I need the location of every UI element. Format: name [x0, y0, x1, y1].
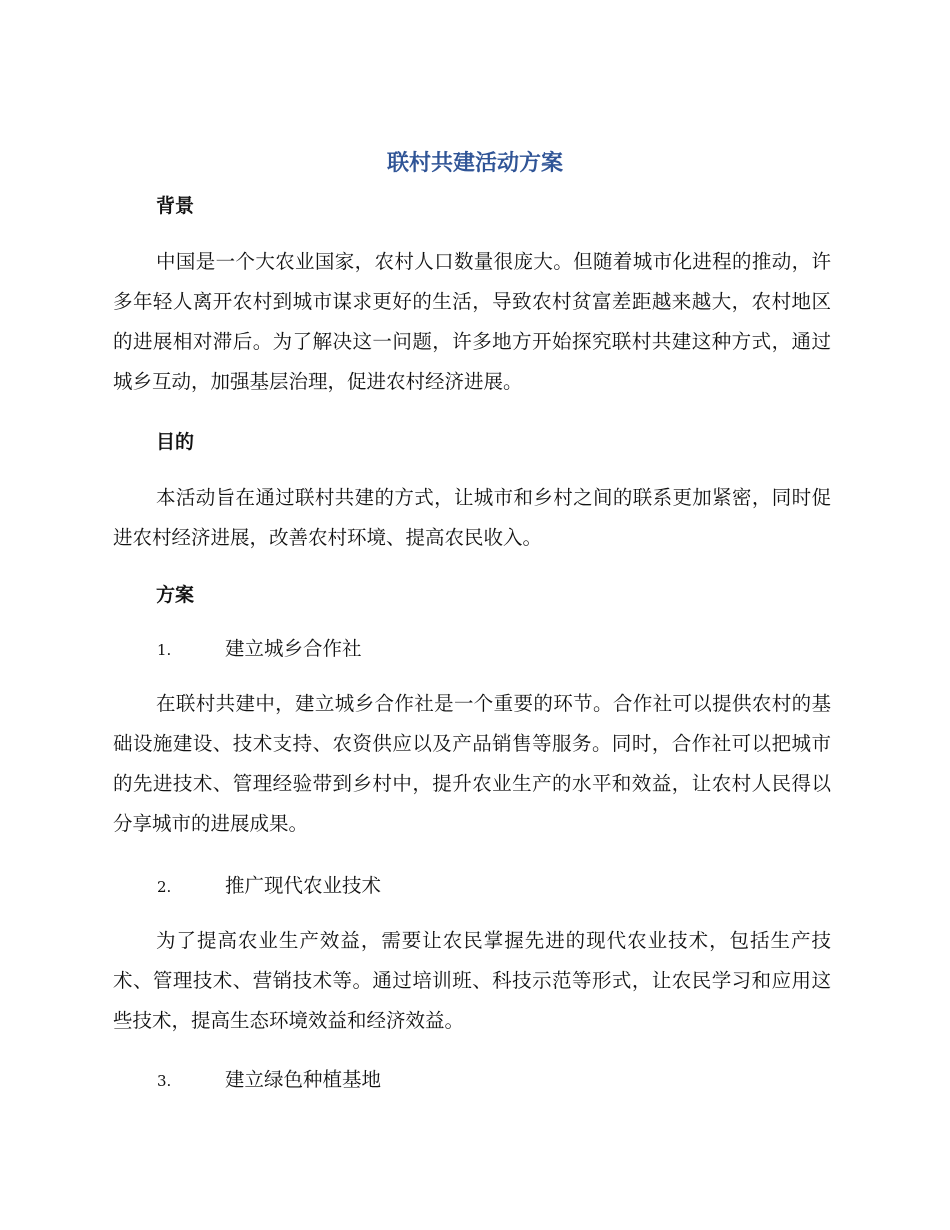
- plan-item-title: 推广现代农业技术: [225, 874, 382, 897]
- plan-item-title: 建立绿色种植基地: [225, 1068, 382, 1091]
- plan-item-3: [157, 1065, 381, 1096]
- paragraph-plan-item-1: 在联村共建中，建立城乡合作社是一个重要的环节。合作社可以提供农村的基础设施建设、技术支持、农资供应以及产品销售等服务。同时，合作社可以把城市的先进技术、管理经验带到乡村中，提升农业生产的水平和效益，让农村人民得以分享城市的进展成果。: [113, 692, 831, 835]
- section-heading-plan: 方案: [156, 584, 195, 606]
- plan-item-number: 2.: [157, 878, 172, 896]
- section-heading-background: 背景: [156, 195, 195, 217]
- plan-item-number: 3.: [157, 1072, 172, 1090]
- plan-item-1: [157, 634, 362, 665]
- paragraph-plan-item-2: 为了提高农业生产效益，需要让农民掌握先进的现代农业技术，包括生产技术、管理技术、营销技术等。通过培训班、科技示范等形式，让农民学习和应用这些技术，提高生态环境效益和经济效益。: [113, 929, 831, 1032]
- paragraph-purpose: 本活动旨在通过联村共建的方式，让城市和乡村之间的联系更加紧密，同时促进农村经济进展，改善农村环境、提高农民收入。: [113, 486, 831, 549]
- plan-item-number: 1.: [157, 641, 172, 659]
- paragraph-background: 中国是一个大农业国家，农村人口数量很庞大。但随着城市化进程的推动，许多年轻人离开农村到城市谋求更好的生活，导致农村贫富差距越来越大，农村地区的进展相对滞后。为了解决这一问题，许多地方开始探究联村共建这种方式，通过城乡互动，加强基层治理，促进农村经济进展。: [113, 250, 831, 393]
- plan-item-title: 建立城乡合作社: [225, 637, 362, 660]
- plan-item-2: [157, 871, 381, 902]
- document-title: 联村共建活动方案: [386, 151, 563, 176]
- section-heading-purpose: 目的: [156, 431, 195, 453]
